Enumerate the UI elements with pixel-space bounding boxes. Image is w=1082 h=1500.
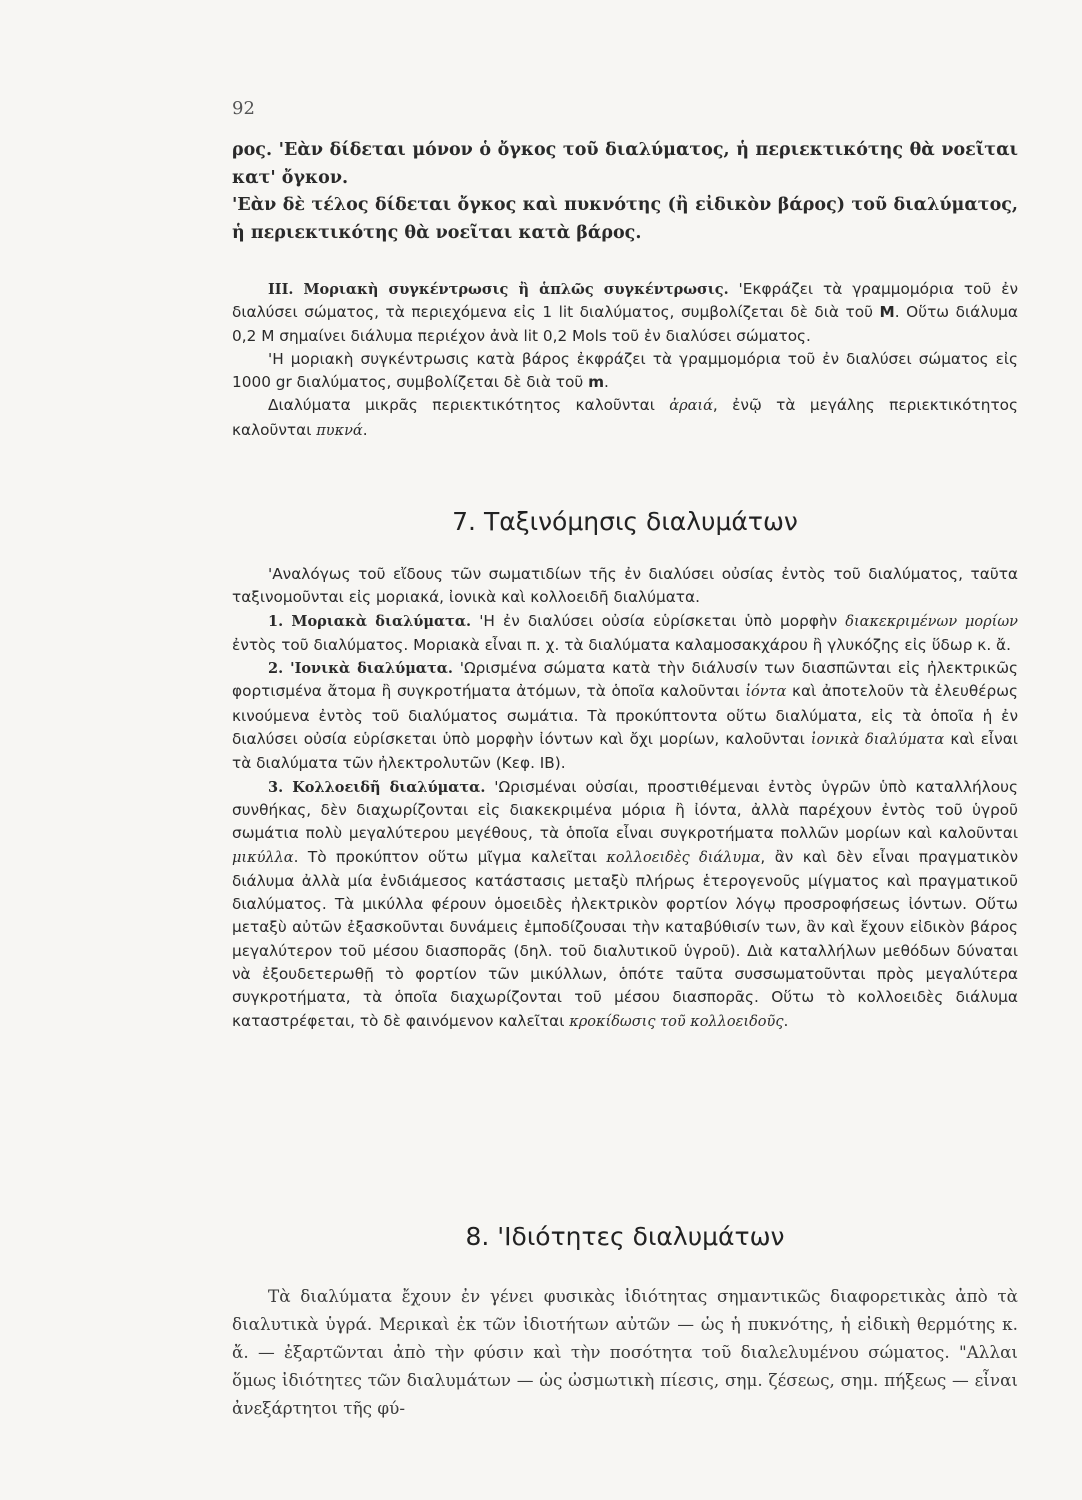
section-III-text-b: . Οὕτω διάλυμα 0,2 M σημαίνει διάλυμα περιέχον ἀνὰ lit 0,2 Mols τοῦ ἐν διαλύσει σώματος. [232, 303, 1018, 345]
section-III-para2-a: 'Η μοριακὴ συγκέντρωσις κατὰ βάρος ἐκφράζει τὰ γραμμομόρια τοῦ ἐν διαλύσει σώματος εἰς 1000 gr διαλύματος, συμβολίζεται δὲ διὰ τοῦ [232, 349, 1018, 392]
section-III-para2 [232, 348, 1018, 395]
section-7-item1 [232, 610, 1018, 658]
item1-a: 'Η ἐν διαλύσει οὐσία εὑρίσκεται ὑπὸ μορφὴν [471, 611, 846, 630]
page-number: 92 [232, 98, 255, 119]
item3-term3: κροκίδωσις τοῦ κολλοειδοῦς [569, 1013, 784, 1030]
item1-runin: 1. Μοριακὰ διαλύματα. [268, 612, 472, 630]
item3-c: , ἂν καὶ δὲν εἶναι πραγματικὸν διάλυμα ἀλλὰ μία ἐνδιάμεσος κατάστασις μεταξὺ πλήρως ἑτερογενοῦς μίγματος καὶ πραγματικοῦ διαλύματος. Τὰ μικύλλα φέρουν ὁμοειδὲς ἠλεκτρικὸν φορτίον λόγῳ προσροφήσεως ἰόντων. Οὕτω μεταξὺ αὐτῶν ἐξασκοῦνται δυνάμεις ἐμποδίζουσαι τὴν καταβύθισίν των, ἂν καὶ ἔχουν εἰδικὸν βάρος μεγαλύτερον τοῦ μέσου διασπορᾶς (δηλ. τοῦ διαλυτικοῦ ὑγροῦ). Διὰ καταλλήλων μεθόδων δύναται νὰ ἐξουδετερωθῇ τὸ φορτίον τῶν μικύλλων, ὁπότε ταῦτα συσσωματοῦνται πρὸς μεγαλύτερα συγκροτήματα, τὰ ὁποῖα διαχωρίζονται τοῦ μέσου διασπορᾶς. Οὕτω τὸ κολλοειδὲς διάλυμα καταστρέφεται, τὸ δὲ φαινόμενον καλεῖται [232, 847, 1018, 1030]
section-III-para3-b: , ἐνῷ τὰ μεγάλης περιεκτικότητος καλοῦνται [232, 396, 1018, 439]
section-7-intro: 'Αναλόγως τοῦ εἴδους τῶν σωματιδίων τῆς ἐν διαλύσει οὐσίας ἐντὸς τοῦ διαλύματος, ταῦτα ταξινομοῦνται εἰς μοριακά, ἰονικὰ καὶ κολλοειδῆ διαλύματα. [232, 565, 1018, 607]
section-8-text: Τὰ διαλύματα ἔχουν ἐν γένει φυσικὰς ἰδιότητας σημαντικῶς διαφορετικὰς ἀπὸ τὰ διαλυτικὰ ὑγρά. Μερικαὶ ἐκ τῶν ἰδιοτήτων αὐτῶν — ὡς ἡ πυκνότης, ἡ εἰδικὴ θερμότης κ. ἄ. — ἐξαρτῶνται ἀπὸ τὴν φύσιν καὶ τὴν ποσότητα τοῦ διαλελυμένου σώματος. "Αλλαι ὅμως ἰδιότητες τῶν διαλυμάτων — ὡς ὠσμωτικὴ πίεσις, σημ. ζέσεως, σημ. πήξεως — εἶναι ἀνεξάρτητοι τῆς φύ- [232, 1286, 1018, 1418]
item2-term1: ἰόντα [745, 684, 787, 701]
item2-c: καὶ εἶναι τὰ διαλύματα τῶν ἠλεκτρολυτῶν (Κεφ. ΙΒ). [232, 730, 1018, 773]
section-III-runin: III. Μοριακὴ συγκέντρωσις ἢ ἁπλῶς συγκέντρωσις. [268, 281, 729, 298]
heading-section-8: 8. 'Ιδιότητες διαλυμάτων [465, 1222, 785, 1251]
section-III-para3-c: . [362, 420, 368, 439]
item2-runin: 2. 'Ιονικὰ διαλύματα. [268, 660, 453, 678]
item3-a: 'Ωρισμέναι οὐσίαι, προστιθέμεναι ἐντὸς ὑγρῶν ὑπὸ καταλλήλους συνθήκας, δὲν διαχωρίζονται εἰς διακεκριμένα μόρια ἢ ἰόντα, ἀλλὰ παρέχουν ἐντὸς τοῦ ὑγροῦ σωμάτια πολὺ μεγαλύτερου μεγέθους, τὰ ὁποῖα εἶναι συγκροτήματα πολλῶν μορίων καὶ καλοῦνται [232, 777, 1018, 843]
section-7-item2 [232, 657, 1018, 775]
item2-b: καὶ ἀποτελοῦν τὰ ἐλευθέρως κινούμενα ἐντὸς τοῦ διαλύματος σωμάτια. Τὰ προκύπτοντα οὕτω διαλύματα, εἰς τὰ ὁποῖα ἡ ἐν διαλύσει οὐσία εὑρίσκεται ὑπὸ μορφὴν ἰόντων καὶ ὄχι μορίων, καλοῦνται [232, 682, 1018, 749]
section-III [232, 278, 1018, 443]
item3-runin: 3. Κολλοειδῆ διαλύματα. [268, 778, 486, 796]
item1-term: διακεκριμένων μορίων [845, 613, 1018, 630]
item2-term2: ἰονικὰ διαλύματα [810, 732, 945, 749]
item3-term2: κολλοειδὲς διάλυμα [606, 849, 761, 866]
section-III-para2-b: . [604, 373, 609, 392]
item1-b: ἐντὸς τοῦ διαλύματος. Μοριακὰ εἶναι π. χ. τὰ διαλύματα καλαμοσακχάρου ἢ γλυκόζης εἰς ὕδωρ κ. ἄ. [232, 635, 1011, 654]
section-III-para1 [232, 278, 1018, 348]
item2-a: 'Ωρισμένα σώματα κατὰ τὴν διάλυσίν των διασπῶνται εἰς ἠλεκτρικῶς φορτισμένα ἄτομα ἢ συγκροτήματα ἀτόμων, τὰ ὁποῖα καλοῦνται [232, 659, 1018, 701]
section-III-text-a: 'Εκφράζει τὰ γραμμομόρια τοῦ ἐν διαλύσει σώματος, τὰ περιεχόμενα εἰς 1 lit διαλύματος, συμβολίζεται δὲ διὰ τοῦ [232, 280, 1019, 322]
term-pykna: πυκνά [316, 422, 363, 439]
top-paragraph [232, 137, 1018, 247]
section-III-para3-a: Διαλύματα μικρᾶς περιεκτικότητος καλοῦνται [268, 396, 670, 415]
item3-term1: μικύλλα [232, 849, 294, 866]
top-paragraph-line2: 'Εὰν δὲ τέλος δίδεται ὄγκος καὶ πυκνότης (ἢ εἰδικὸν βάρος) τοῦ διαλύματος, ἡ περιεκτικότης θὰ νοεῖται κατὰ βάρος. [232, 195, 1018, 243]
section-III-para3 [232, 394, 1018, 443]
section-7-item3 [232, 776, 1018, 1034]
symbol-m: m [588, 373, 605, 392]
section-8 [232, 1282, 1018, 1422]
heading-section-7: 7. Ταξινόμησις διαλυμάτων [452, 507, 798, 536]
item3-b: . Τὸ προκύπτον οὕτω μῖγμα καλεῖται [293, 847, 607, 866]
term-araia: ἀραιά [669, 398, 713, 415]
top-paragraph-line1: ρος. 'Εὰν δίδεται μόνον ὁ ὄγκος τοῦ διαλύματος, ἡ περιεκτικότης θὰ νοεῖται κατ' ὄγκον. [232, 140, 1018, 188]
section-7 [232, 563, 1018, 1034]
symbol-M: M [879, 303, 895, 322]
item3-d: . [783, 1011, 789, 1030]
